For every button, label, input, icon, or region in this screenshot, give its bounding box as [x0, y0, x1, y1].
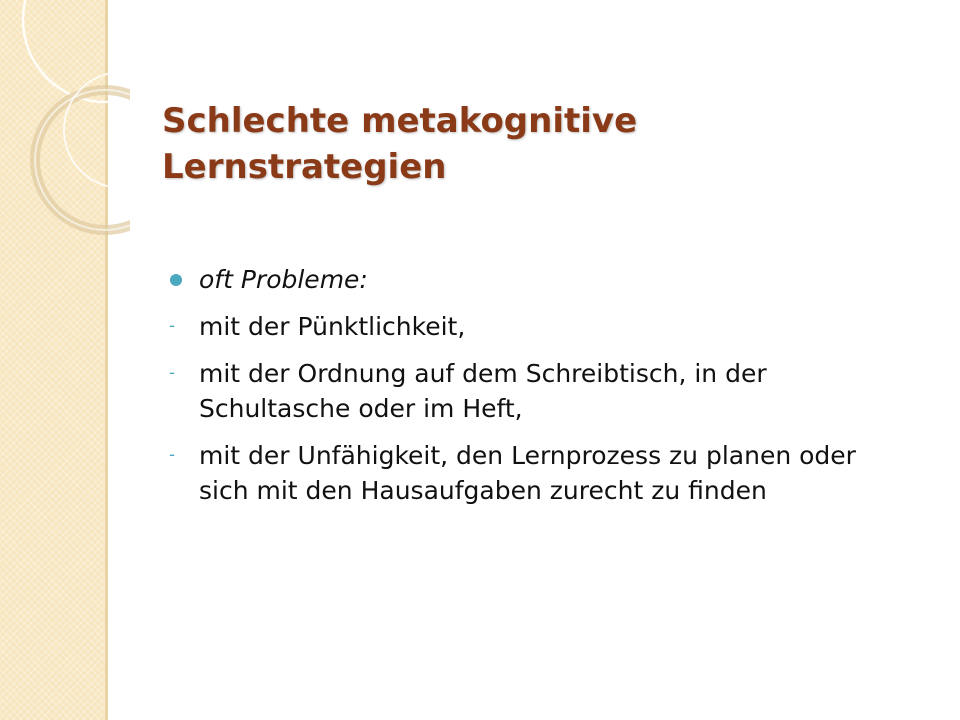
- bullet-text: oft Probleme:: [199, 265, 368, 294]
- list-item-text: mit der Pünktlichkeit,: [199, 312, 466, 341]
- list-item: [168, 356, 908, 426]
- list-item-text: mit der Unfähigkeit, den Lernprozess zu planen oder sich mit den Hausaufgaben zurecht zu finden: [199, 441, 856, 505]
- dash-marker: -: [169, 445, 176, 465]
- list-item: [168, 309, 908, 344]
- bullet-list: [168, 262, 908, 520]
- bullet-dot-icon: [170, 274, 182, 286]
- slide-title: Schlechte metakognitive Lernstrategien: [162, 101, 638, 187]
- list-item: [168, 438, 908, 508]
- dash-marker: -: [169, 363, 176, 383]
- decorative-circles-icon: [0, 0, 130, 260]
- bullet-item-intro: [168, 262, 908, 297]
- dash-marker: -: [169, 316, 176, 336]
- list-item-text: mit der Ordnung auf dem Schreibtisch, in der Schultasche oder im Heft,: [199, 359, 767, 423]
